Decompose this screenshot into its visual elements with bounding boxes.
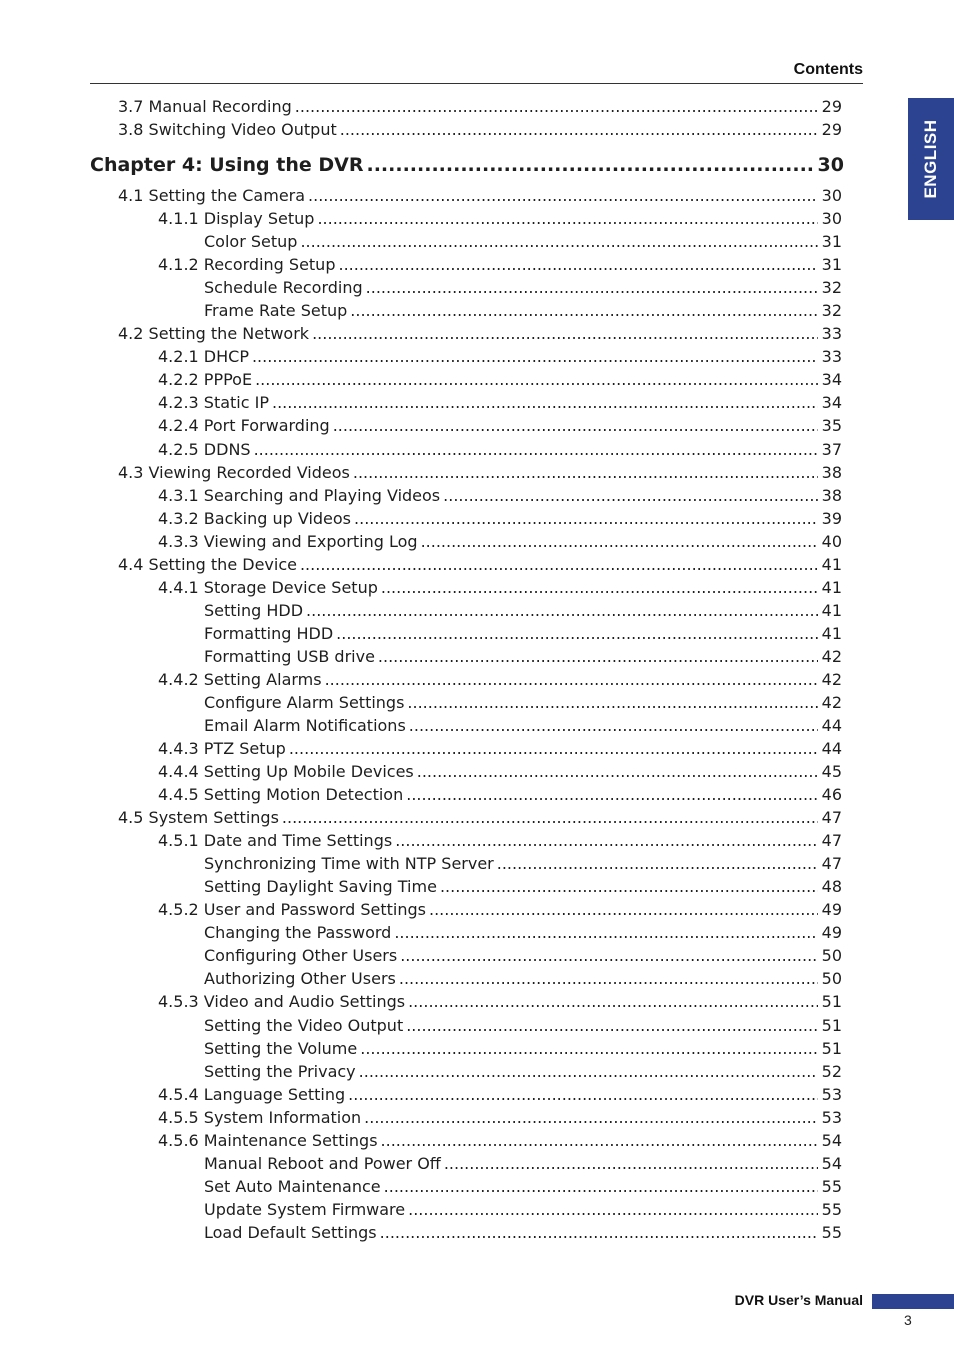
toc-entry[interactable] xyxy=(158,1108,842,1128)
toc-dot-leader xyxy=(325,670,818,690)
toc-entry-page: 31 xyxy=(821,232,842,252)
toc-entry-page: 55 xyxy=(821,1176,842,1196)
toc-dot-leader xyxy=(295,97,818,117)
toc-dot-leader xyxy=(409,716,818,736)
toc-entry[interactable] xyxy=(158,1131,842,1151)
toc-entry-page: 29 xyxy=(821,120,842,140)
toc-entry-page: 40 xyxy=(821,531,842,551)
toc-entry-title: Formatting USB drive xyxy=(204,646,375,666)
toc-entry-page: 42 xyxy=(821,692,842,712)
toc-dot-leader xyxy=(399,969,818,989)
toc-entry-title: 4.3 Viewing Recorded Videos xyxy=(118,462,350,482)
toc-entry-title: Email Alarm Notifications xyxy=(204,716,406,735)
toc-entry-page: 47 xyxy=(821,854,842,874)
toc-entry-title: Setting the Privacy xyxy=(204,1061,356,1081)
toc-dot-leader xyxy=(272,393,818,413)
toc-entry[interactable] xyxy=(204,1223,842,1243)
toc-entry-title: Setting Daylight Saving Time xyxy=(204,877,437,897)
toc-dot-leader xyxy=(421,532,818,552)
toc-entry-page: 49 xyxy=(821,923,842,943)
toc-dot-leader xyxy=(308,186,818,206)
toc-entry-page: 30 xyxy=(817,154,844,177)
toc-entry[interactable] xyxy=(204,1062,842,1082)
toc-dot-leader xyxy=(282,808,818,828)
toc-entry-page: 55 xyxy=(821,1199,842,1219)
toc-dot-leader xyxy=(395,831,817,851)
toc-entry-page: 37 xyxy=(821,439,842,459)
toc-entry-title: Color Setup xyxy=(204,232,298,252)
toc-entry-page: 50 xyxy=(821,969,842,989)
toc-entry[interactable] xyxy=(118,186,842,206)
toc-entry-title: Set Auto Maintenance xyxy=(204,1176,381,1196)
toc-entry[interactable] xyxy=(204,1154,842,1174)
toc-entry[interactable] xyxy=(118,555,842,575)
toc-dot-leader xyxy=(354,509,818,529)
toc-entry-title: 4.2.4 Port Forwarding xyxy=(158,416,330,436)
toc-entry-title: 4.4.2 Setting Alarms xyxy=(158,669,322,689)
toc-dot-leader xyxy=(497,854,818,874)
toc-entry-title: 4.5.6 Maintenance Settings xyxy=(158,1130,378,1150)
toc-entry-page: 33 xyxy=(821,347,842,367)
toc-dot-leader xyxy=(333,416,818,436)
toc-entry-title: 4.3.2 Backing up Videos xyxy=(158,508,352,528)
toc-entry-title: 4.4.4 Setting Up Mobile Devices xyxy=(158,762,414,782)
toc-entry-page: 30 xyxy=(821,186,842,206)
toc-entry-page: 51 xyxy=(821,1015,842,1035)
toc-entry-title: Update System Firmware xyxy=(204,1199,406,1219)
toc-entry[interactable] xyxy=(158,831,842,851)
toc-entry-title: 4.4.1 Storage Device Setup xyxy=(158,577,378,597)
toc-entry-title: Configuring Other Users xyxy=(204,946,398,966)
toc-entry-title: Setting the Video Output xyxy=(204,1015,404,1035)
toc-dot-leader xyxy=(336,624,817,644)
toc-entry-title: Configure Alarm Settings xyxy=(204,692,405,712)
footer-accent-bar xyxy=(872,1294,954,1309)
toc-entry[interactable] xyxy=(204,232,842,252)
toc-entry[interactable] xyxy=(158,992,842,1012)
toc-entry-title: Authorizing Other Users xyxy=(204,969,396,989)
toc-dot-leader xyxy=(306,601,818,621)
toc-entry-page: 39 xyxy=(821,508,842,528)
toc-dot-leader xyxy=(406,1016,817,1036)
toc-entry-title: 4.5 System Settings xyxy=(118,808,279,828)
toc-dot-leader xyxy=(359,1062,818,1082)
toc-entry-title: Schedule Recording xyxy=(204,278,363,298)
toc-entry-title: 4.1.1 Display Setup xyxy=(158,209,315,229)
toc-entry[interactable] xyxy=(204,969,842,989)
toc-dot-leader xyxy=(350,301,817,321)
toc-entry-title: 4.5.5 System Information xyxy=(158,1107,362,1127)
toc-entry[interactable] xyxy=(158,347,842,367)
toc-dot-leader xyxy=(289,739,818,759)
toc-entry[interactable] xyxy=(204,854,842,874)
toc-entry[interactable] xyxy=(204,301,842,321)
toc-entry-page: 31 xyxy=(821,255,842,275)
toc-entry[interactable] xyxy=(158,900,842,920)
toc-dot-leader xyxy=(394,923,817,943)
toc-entry-page: 41 xyxy=(821,600,842,620)
toc-entry-page: 52 xyxy=(821,1061,842,1081)
toc-entry[interactable] xyxy=(204,1039,842,1059)
toc-dot-leader xyxy=(366,278,818,298)
toc-entry[interactable] xyxy=(204,1016,842,1036)
toc-entry-page: 46 xyxy=(821,785,842,805)
toc-dot-leader xyxy=(381,1131,818,1151)
toc-dot-leader xyxy=(380,1223,818,1243)
toc-entry[interactable] xyxy=(158,486,842,506)
toc-dot-leader xyxy=(440,877,818,897)
toc-dot-leader xyxy=(381,578,818,598)
toc-dot-leader xyxy=(384,1177,818,1197)
toc-entry-page: 55 xyxy=(821,1222,842,1242)
toc-entry-title: 4.3.1 Searching and Playing Videos xyxy=(158,485,441,505)
header-divider xyxy=(90,83,863,84)
toc-entry-title: 3.7 Manual Recording xyxy=(118,97,292,116)
toc-dot-leader xyxy=(312,324,818,344)
toc-entry-title: Setting HDD xyxy=(204,600,304,620)
toc-entry-title: 4.4.5 Setting Motion Detection xyxy=(158,785,404,805)
toc-entry[interactable] xyxy=(204,716,842,736)
toc-entry[interactable] xyxy=(158,578,842,598)
toc-entry-page: 53 xyxy=(821,1084,842,1104)
language-tab xyxy=(908,98,954,220)
toc-entry-title: 4.2 Setting the Network xyxy=(118,324,310,344)
toc-entry[interactable] xyxy=(158,785,842,805)
toc-entry-page: 32 xyxy=(821,278,842,298)
toc-entry[interactable] xyxy=(204,693,842,713)
toc-dot-leader xyxy=(300,232,817,252)
toc-entry[interactable] xyxy=(158,762,842,782)
toc-dot-leader xyxy=(340,120,818,140)
toc-entry-title: Formatting HDD xyxy=(204,623,334,643)
toc-dot-leader xyxy=(408,1200,818,1220)
toc-entry-page: 54 xyxy=(821,1153,842,1173)
toc-entry-page: 42 xyxy=(821,669,842,689)
toc-entry[interactable] xyxy=(204,278,842,298)
toc-entry-page: 38 xyxy=(821,485,842,505)
toc-entry[interactable] xyxy=(158,509,842,529)
toc-entry[interactable] xyxy=(158,370,842,390)
toc-entry-title: 4.1.2 Recording Setup xyxy=(158,255,336,275)
toc-entry-title: 4.2.5 DDNS xyxy=(158,439,251,459)
toc-entry-title: 4.4.3 PTZ Setup xyxy=(158,739,286,759)
toc-entry-page: 32 xyxy=(821,301,842,321)
toc-entry-title: 4.2.1 DHCP xyxy=(158,347,249,367)
toc-entry-title: 4.3.3 Viewing and Exporting Log xyxy=(158,531,418,551)
toc-entry-page: 30 xyxy=(821,209,842,229)
toc-chapter-entry[interactable] xyxy=(90,153,844,177)
toc-dot-leader xyxy=(406,785,817,805)
toc-entry-title: Frame Rate Setup xyxy=(204,301,348,321)
toc-entry-title: 4.1 Setting the Camera xyxy=(118,186,306,206)
toc-entry-title: 4.5.3 Video and Audio Settings xyxy=(158,992,406,1012)
toc-entry-title: 4.2.2 PPPoE xyxy=(158,370,253,390)
toc-entry[interactable] xyxy=(204,647,842,667)
toc-dot-leader xyxy=(443,486,818,506)
toc-entry-page: 29 xyxy=(821,97,842,116)
toc-dot-leader xyxy=(348,1085,818,1105)
toc-dot-leader xyxy=(367,153,814,177)
toc-entry-title: Setting the Volume xyxy=(204,1038,358,1058)
toc-entry[interactable] xyxy=(158,670,842,690)
toc-entry[interactable] xyxy=(204,1177,842,1197)
toc-entry-page: 41 xyxy=(821,577,842,597)
toc-entry[interactable] xyxy=(118,120,842,140)
footer-manual-title: DVR User’s Manual xyxy=(734,1292,863,1308)
toc-entry-title: Chapter 4: Using the DVR xyxy=(90,154,364,177)
toc-entry-page: 53 xyxy=(821,1107,842,1127)
page-number: 3 xyxy=(904,1312,912,1328)
toc-entry[interactable] xyxy=(158,532,842,552)
toc-entry[interactable] xyxy=(204,877,842,897)
toc-entry-page: 41 xyxy=(821,623,842,643)
toc-dot-leader xyxy=(254,440,818,460)
toc-entry[interactable] xyxy=(204,601,842,621)
toc-dot-leader xyxy=(417,762,818,782)
toc-entry-page: 51 xyxy=(821,992,842,1012)
toc-entry-page: 34 xyxy=(821,370,842,390)
toc-entry-page: 44 xyxy=(821,716,842,735)
toc-dot-leader xyxy=(408,992,818,1012)
toc-entry-title: Changing the Password xyxy=(204,923,392,943)
toc-dot-leader xyxy=(407,693,817,713)
toc-entry[interactable] xyxy=(204,624,842,644)
toc-entry-title: Manual Reboot and Power Off xyxy=(204,1153,441,1173)
toc-entry-title: Synchronizing Time with NTP Server xyxy=(204,854,494,874)
toc-entry-page: 49 xyxy=(821,900,842,920)
toc-entry[interactable] xyxy=(204,946,842,966)
toc-entry-page: 34 xyxy=(821,393,842,413)
toc-entry[interactable] xyxy=(158,440,842,460)
toc-dot-leader xyxy=(255,370,818,390)
toc-entry-page: 42 xyxy=(821,646,842,666)
toc-entry-page: 33 xyxy=(821,324,842,344)
toc-dot-leader xyxy=(400,946,817,966)
toc-entry[interactable] xyxy=(158,209,842,229)
toc-dot-leader xyxy=(338,255,817,275)
toc-dot-leader xyxy=(317,209,817,229)
toc-dot-leader xyxy=(429,900,818,920)
toc-entry-title: Load Default Settings xyxy=(204,1222,377,1242)
toc-entry-page: 48 xyxy=(821,877,842,897)
toc-entry-title: 4.5.1 Date and Time Settings xyxy=(158,831,393,851)
toc-entry[interactable] xyxy=(158,255,842,275)
toc-entry[interactable] xyxy=(118,463,842,483)
toc-entry-title: 4.2.3 Static IP xyxy=(158,393,269,413)
toc-entry[interactable] xyxy=(204,923,842,943)
toc-entry-title: 4.5.2 User and Password Settings xyxy=(158,900,426,920)
toc-dot-leader xyxy=(300,555,818,575)
toc-dot-leader xyxy=(252,347,818,367)
toc-entry[interactable] xyxy=(158,416,842,436)
toc-entry-title: 3.8 Switching Video Output xyxy=(118,120,337,140)
toc-entry-page: 38 xyxy=(821,462,842,482)
toc-entry-title: 4.5.4 Language Setting xyxy=(158,1084,346,1104)
toc-entry[interactable] xyxy=(158,393,842,413)
toc-dot-leader xyxy=(360,1039,817,1059)
toc-entry[interactable] xyxy=(204,1200,842,1220)
toc-entry[interactable] xyxy=(158,739,842,759)
toc-entry-page: 41 xyxy=(821,554,842,574)
toc-dot-leader xyxy=(353,463,818,483)
toc-dot-leader xyxy=(364,1108,817,1128)
toc-entry-page: 45 xyxy=(821,762,842,782)
toc-entry-page: 47 xyxy=(821,808,842,828)
toc-entry[interactable] xyxy=(118,97,842,117)
toc-entry[interactable] xyxy=(118,808,842,828)
toc-entry-page: 54 xyxy=(821,1130,842,1150)
toc-entry-page: 50 xyxy=(821,946,842,966)
language-tab-label: ENGLISH xyxy=(921,119,940,199)
toc-dot-leader xyxy=(444,1154,818,1174)
toc-dot-leader xyxy=(378,647,818,667)
toc-entry-page: 47 xyxy=(821,831,842,851)
toc-entry[interactable] xyxy=(118,324,842,344)
toc-entry-page: 44 xyxy=(821,739,842,759)
header-section-title: Contents xyxy=(793,61,863,78)
toc-entry-page: 51 xyxy=(821,1038,842,1058)
toc-entry[interactable] xyxy=(158,1085,842,1105)
toc-entry-page: 35 xyxy=(821,416,842,436)
toc-entry-title: 4.4 Setting the Device xyxy=(118,554,297,574)
